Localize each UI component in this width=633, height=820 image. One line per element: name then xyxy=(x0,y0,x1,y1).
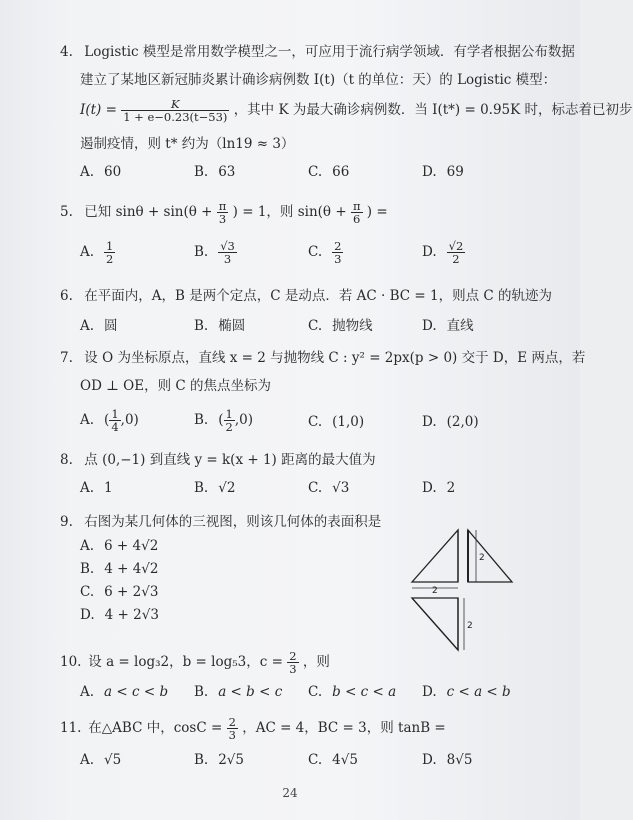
q11-option-a xyxy=(80,752,121,768)
option-label: A. xyxy=(80,412,95,428)
option-label: A. xyxy=(80,480,95,496)
option-text: 63 xyxy=(218,164,236,180)
q10-stem-a: 设 a = log₃2，b = log₅3，c = xyxy=(88,654,283,670)
q8-stem xyxy=(60,450,376,470)
q11-option-b xyxy=(194,752,244,768)
fraction-numerator: π xyxy=(352,199,361,213)
fraction-numerator: 2 xyxy=(289,649,297,663)
option-label: D. xyxy=(422,164,437,180)
q4-option-b xyxy=(194,164,235,180)
fraction-numerator: 1 xyxy=(111,407,119,421)
q6-option-b xyxy=(194,314,245,334)
fraction-denominator: 3 xyxy=(228,728,236,742)
q8-option-a xyxy=(80,480,113,496)
q5-stem-b: ) = 1，则 sin(θ + xyxy=(232,204,347,220)
q7-option-b xyxy=(194,408,253,433)
q10-stem-b: ，则 xyxy=(302,654,330,670)
q5-option-d xyxy=(422,240,465,265)
option-text: 4 + 2√3 xyxy=(104,607,159,623)
option-text: √5 xyxy=(104,752,122,768)
q4-text-3: ，其中 K 为最大确诊病例数．当 I(t*) = 0.95K 时，标志着已初步 xyxy=(233,102,633,118)
q4-option-c xyxy=(308,164,349,180)
q9-number: 9. xyxy=(60,514,73,530)
option-fraction xyxy=(447,240,466,265)
q7-line-1 xyxy=(60,348,585,368)
q4-option-d xyxy=(422,164,464,180)
fraction-denominator: 3 xyxy=(223,252,232,266)
option-text: 69 xyxy=(446,164,464,180)
option-label: B. xyxy=(194,164,209,180)
q4-line-4: 遏制疫情，则 t* 约为（ln19 ≈ 3） xyxy=(80,136,295,152)
option-label: B. xyxy=(194,412,209,428)
q6-stem xyxy=(60,286,552,306)
option-label: A. xyxy=(80,164,95,180)
fraction-denominator: 2 xyxy=(452,252,460,266)
q9-stem xyxy=(60,512,381,532)
option-label: C. xyxy=(308,684,323,700)
paren-open: ( xyxy=(218,412,224,428)
three-view-figure xyxy=(400,520,530,660)
option-text: b < c < a xyxy=(332,684,397,700)
fraction-numerator: 1 xyxy=(106,239,114,253)
q4-formula-fraction xyxy=(121,98,229,123)
paren-open: ( xyxy=(104,412,110,428)
option-label: C. xyxy=(308,164,323,180)
dimension-lines xyxy=(412,530,476,650)
option-text: c < a < b xyxy=(446,684,511,700)
fraction-denominator: 3 xyxy=(289,662,297,676)
q5-stem-fraction-1 xyxy=(217,200,229,225)
q7-number: 7. xyxy=(60,350,73,366)
option-label: B. xyxy=(194,684,209,700)
q8-stem-text: 点 (0,−1) 到直线 y = k(x + 1) 距离的最大值为 xyxy=(84,452,376,468)
fraction-numerator: 2 xyxy=(334,239,342,253)
option-label: C. xyxy=(308,480,323,496)
q7-option-d xyxy=(422,414,479,430)
option-label: D. xyxy=(422,414,437,430)
q10-option-d xyxy=(422,684,511,700)
q10-stem xyxy=(60,650,330,675)
q4-option-a xyxy=(80,164,121,180)
option-text: 1 xyxy=(104,480,113,496)
q4-formula-line xyxy=(80,98,633,123)
option-label: C. xyxy=(308,244,323,260)
q4-number: 4. xyxy=(60,44,73,60)
option-text: 抛物线 xyxy=(332,318,373,334)
option-text: √3 xyxy=(332,480,350,496)
q8-option-b xyxy=(194,480,235,496)
option-label: C. xyxy=(308,414,323,430)
option-text: a < c < b xyxy=(104,684,169,700)
q10-number: 10. xyxy=(60,654,82,670)
front-height-label: 2 xyxy=(479,553,485,563)
option-fraction xyxy=(224,408,235,433)
option-label: D. xyxy=(422,244,437,260)
q11-number: 11. xyxy=(60,720,82,736)
q11-stem-fraction xyxy=(227,716,238,741)
option-label: D. xyxy=(422,752,437,768)
fraction-denominator: 2 xyxy=(106,252,114,266)
option-text: 圆 xyxy=(104,318,118,334)
side-view xyxy=(468,530,512,582)
option-fraction xyxy=(104,240,115,265)
option-text: 直线 xyxy=(446,318,474,334)
q5-stem-c: ) = xyxy=(366,204,388,220)
option-text: a < b < c xyxy=(218,684,283,700)
q11-option-d xyxy=(422,752,472,768)
q9-option-b xyxy=(80,561,158,577)
q9-option-a xyxy=(80,538,158,554)
option-text: 66 xyxy=(332,164,350,180)
q4-line-1 xyxy=(60,42,575,62)
option-text: √2 xyxy=(218,480,236,496)
paren-close: ,0) xyxy=(234,412,253,428)
option-text: 6 + 2√3 xyxy=(104,584,159,600)
option-label: A. xyxy=(80,538,95,554)
option-label: B. xyxy=(194,244,209,260)
fraction-numerator: π xyxy=(218,199,227,213)
option-text: (1,0) xyxy=(332,414,365,430)
option-label: D. xyxy=(80,607,95,623)
option-label: C. xyxy=(80,584,95,600)
q4-formula-den: 1 + e−0.23(t−53) xyxy=(123,110,228,124)
q4-formula-num: K xyxy=(121,98,229,111)
front-view xyxy=(412,530,458,582)
option-text: 4√5 xyxy=(332,752,358,768)
q11-stem-b: ，AC = 4，BC = 3，则 tanB = xyxy=(242,720,446,736)
q5-option-c xyxy=(308,240,343,265)
q7-option-a xyxy=(80,408,139,433)
option-text: 2 xyxy=(446,480,456,496)
q8-option-c xyxy=(308,480,349,496)
q8-option-d xyxy=(422,480,455,496)
page-number: 24 xyxy=(282,786,298,800)
fraction-denominator: 2 xyxy=(225,420,233,434)
q5-stem-a: 已知 sinθ + sin(θ + xyxy=(84,204,213,220)
option-label: B. xyxy=(194,318,209,334)
q11-stem xyxy=(60,716,446,741)
fraction-denominator: 3 xyxy=(218,212,227,226)
option-fraction xyxy=(218,240,237,265)
fraction-denominator: 3 xyxy=(334,252,342,266)
option-text: 椭圆 xyxy=(218,318,246,334)
q5-option-a xyxy=(80,240,115,265)
fraction-numerator: √2 xyxy=(448,239,464,253)
width-label: 2 xyxy=(432,586,438,596)
option-fraction xyxy=(109,408,120,433)
option-text: (2,0) xyxy=(446,414,479,430)
q4-formula-lhs: I(t) = xyxy=(80,102,117,118)
option-label: C. xyxy=(308,752,323,768)
q11-option-c xyxy=(308,752,358,768)
q7-text-1: 设 O 为坐标原点，直线 x = 2 与抛物线 C : y² = 2px(p > 0) 交于 D，E 两点，若 xyxy=(84,350,586,366)
q10-option-a xyxy=(80,684,168,700)
q4-text-1: Logistic 模型是常用数学模型之一，可应用于流行病学领域．有学者根据公布数据 xyxy=(84,44,575,60)
q8-number: 8. xyxy=(60,452,73,468)
option-text: 60 xyxy=(104,164,122,180)
q5-number: 5. xyxy=(60,204,73,220)
q6-option-d xyxy=(422,314,474,334)
q9-option-c xyxy=(80,584,158,600)
fraction-denominator: 6 xyxy=(353,212,361,226)
q5-option-b xyxy=(194,240,237,265)
q6-option-c xyxy=(308,314,373,334)
option-label: B. xyxy=(194,480,209,496)
q11-stem-a: 在△ABC 中，cosC = xyxy=(88,720,223,736)
option-text: 2√5 xyxy=(218,752,244,768)
q6-number: 6. xyxy=(60,288,73,304)
option-label: A. xyxy=(80,752,95,768)
q6-option-a xyxy=(80,314,118,334)
option-label: A. xyxy=(80,318,95,334)
fraction-numerator: 2 xyxy=(228,715,236,729)
q9-stem-text: 右图为某几何体的三视图，则该几何体的表面积是 xyxy=(84,514,382,530)
top-view xyxy=(412,598,458,650)
q7-option-c xyxy=(308,414,364,430)
q6-stem-text: 在平面内，A，B 是两个定点，C 是动点．若 AC · BC = 1，则点 C 的轨迹为 xyxy=(84,288,553,304)
q4-line-2: 建立了某地区新冠肺炎累计确诊病例数 I(t)（t 的单位：天）的 Logistic 模型： xyxy=(80,72,557,88)
option-text: 4 + 4√2 xyxy=(104,561,159,577)
option-label: D. xyxy=(422,318,437,334)
top-depth-label: 2 xyxy=(467,621,473,631)
q10-stem-fraction xyxy=(287,650,298,675)
option-text: 6 + 4√2 xyxy=(104,538,159,554)
option-label: B. xyxy=(80,561,95,577)
option-label: A. xyxy=(80,684,95,700)
q10-option-b xyxy=(194,684,282,700)
option-label: C. xyxy=(308,318,323,334)
q10-option-c xyxy=(308,684,396,700)
fraction-denominator: 4 xyxy=(111,420,119,434)
q5-stem-fraction-2 xyxy=(351,200,363,225)
q7-line-2: OD ⊥ OE，则 C 的焦点坐标为 xyxy=(80,378,272,394)
option-text: 8√5 xyxy=(446,752,473,768)
q9-option-d xyxy=(80,607,159,623)
option-label: D. xyxy=(422,480,437,496)
option-fraction xyxy=(332,240,343,265)
paren-close: ,0) xyxy=(120,412,139,428)
option-label: A. xyxy=(80,244,95,260)
option-label: D. xyxy=(422,684,437,700)
option-label: B. xyxy=(194,752,209,768)
q5-stem xyxy=(60,200,388,225)
fraction-numerator: √3 xyxy=(220,239,235,253)
fraction-numerator: 1 xyxy=(225,407,233,421)
